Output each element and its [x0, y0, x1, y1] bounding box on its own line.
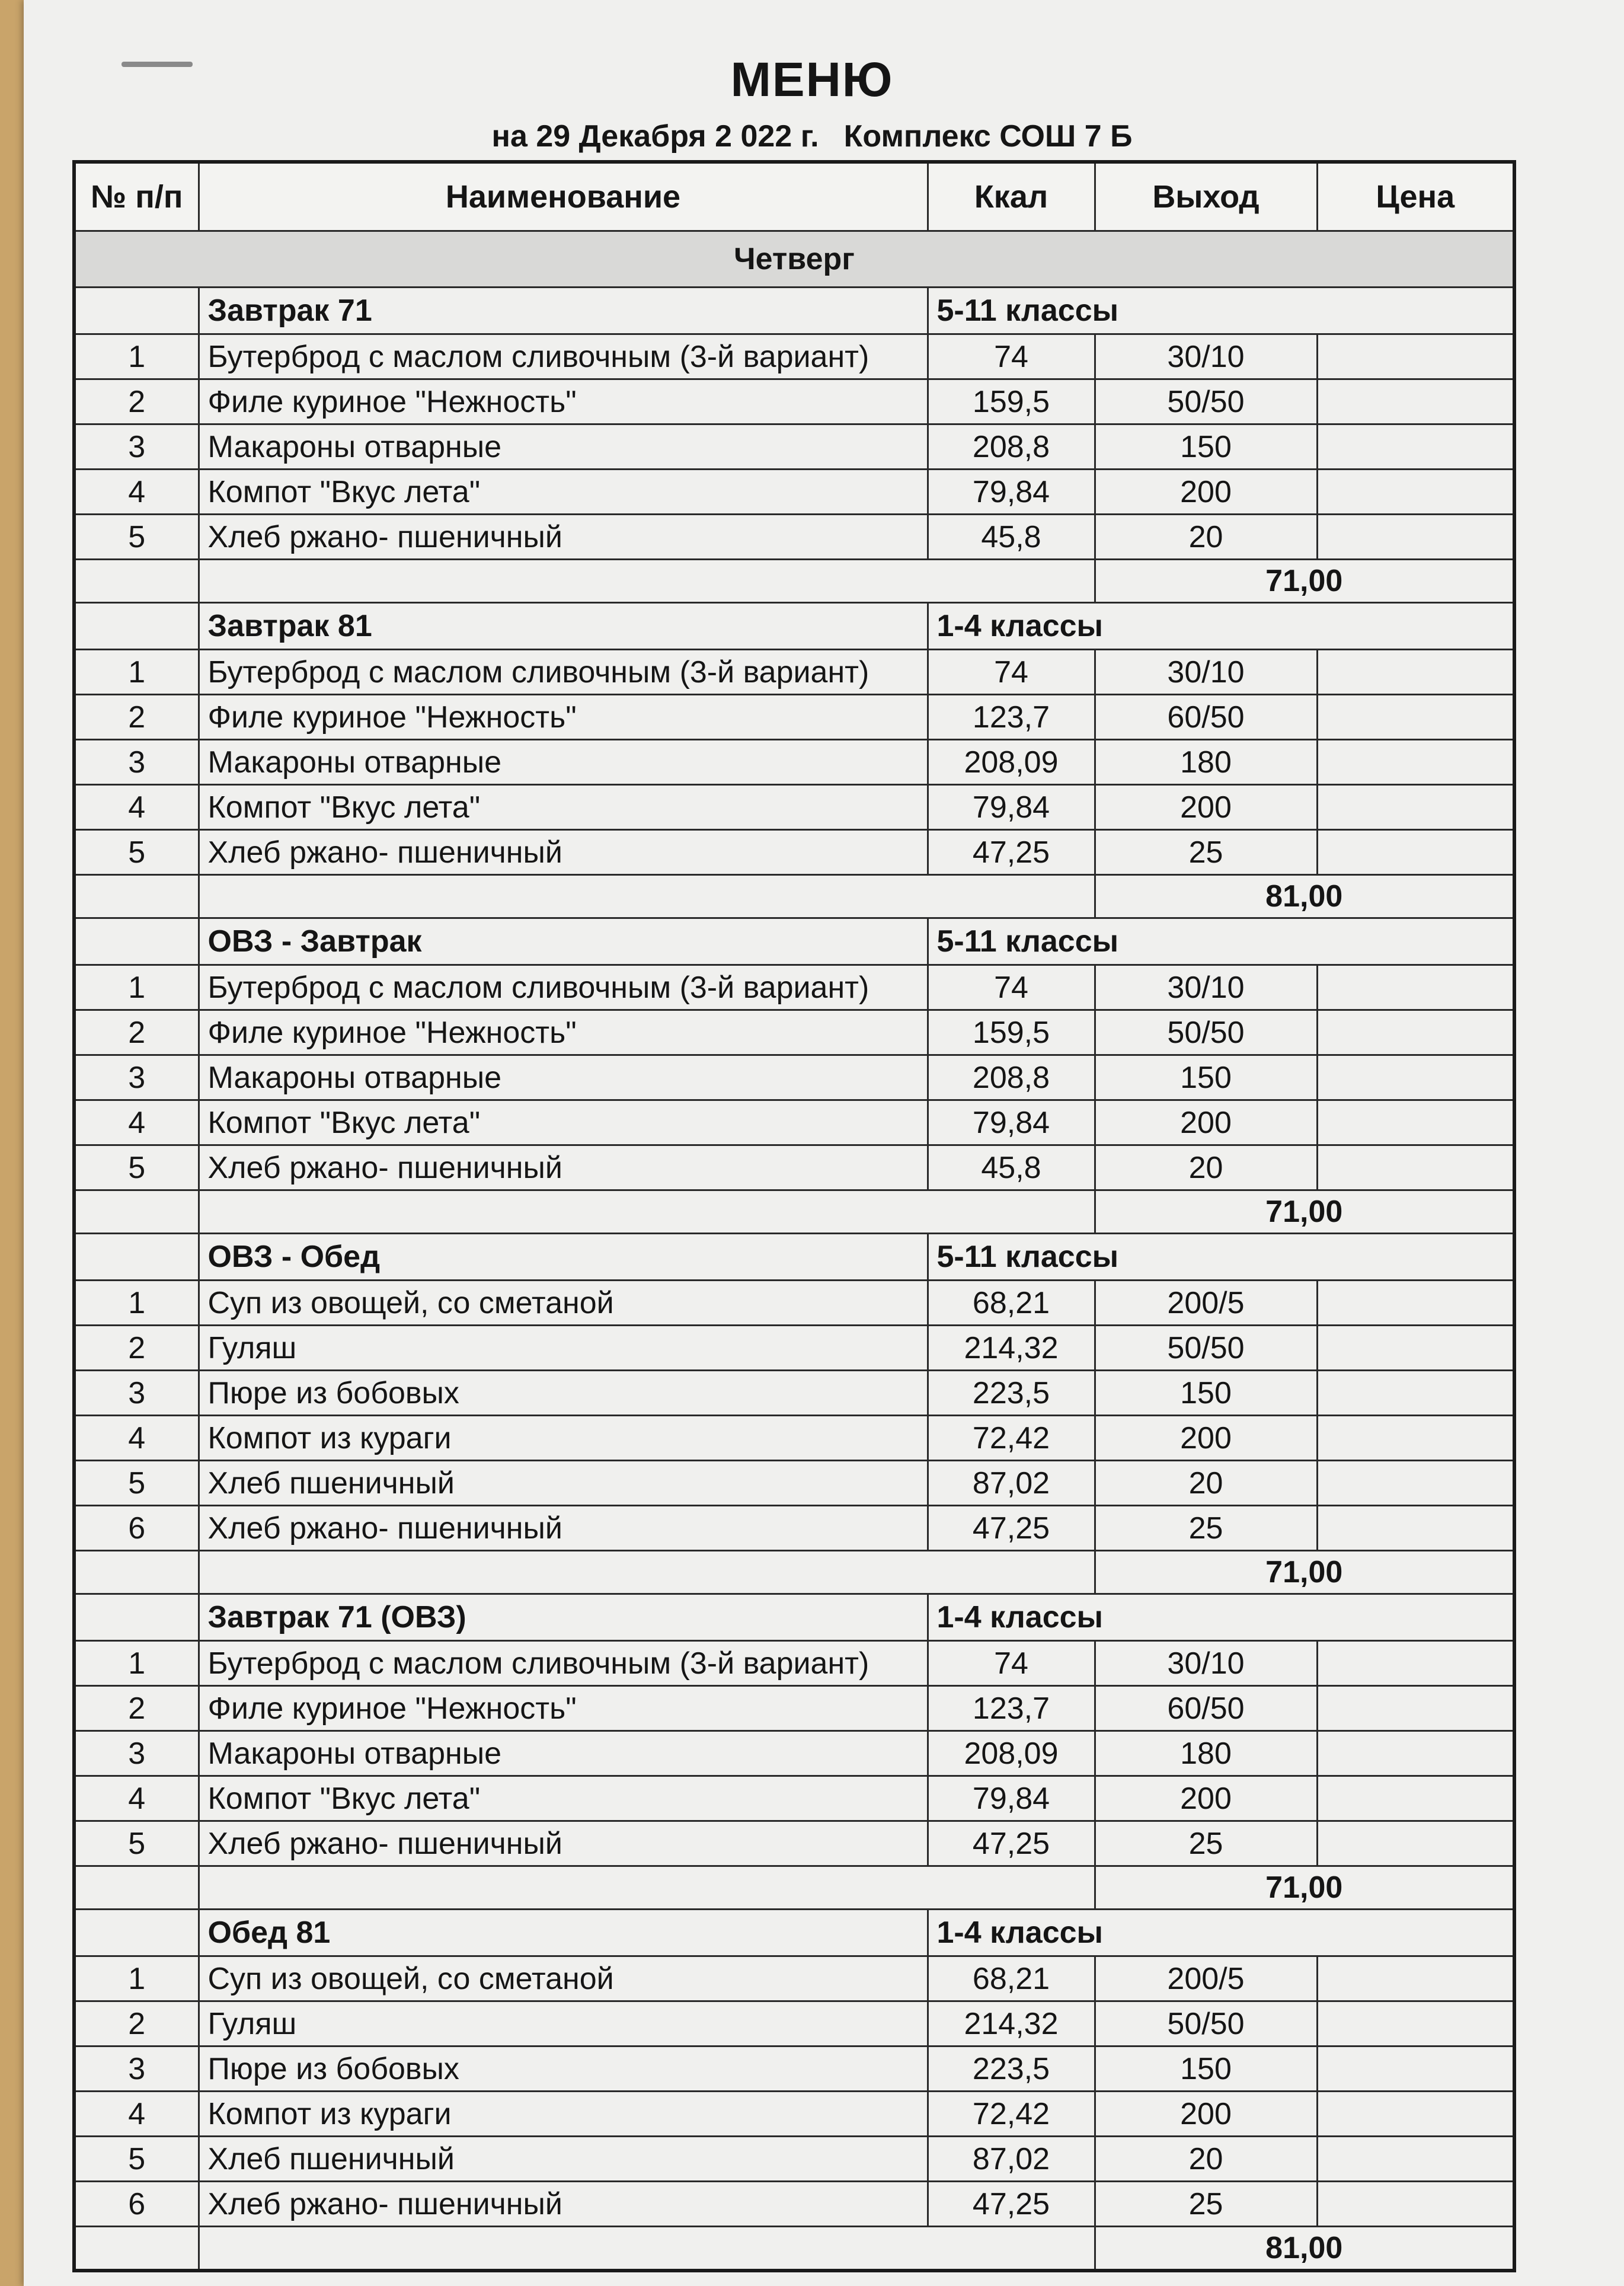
- item-yield: 200/5: [1095, 1956, 1317, 2001]
- item-name: Хлеб пшеничный: [199, 2137, 928, 2182]
- item-number: 4: [74, 1100, 199, 1145]
- item-yield: 30/10: [1095, 965, 1317, 1010]
- item-price: [1317, 785, 1514, 830]
- item-name: Хлеб ржано- пшеничный: [199, 1506, 928, 1551]
- item-yield: 150: [1095, 2046, 1317, 2092]
- table-row: [74, 1956, 1514, 2001]
- item-number: 2: [74, 695, 199, 740]
- item-number: 1: [74, 965, 199, 1010]
- item-number: 2: [74, 1010, 199, 1055]
- item-number: 2: [74, 379, 199, 424]
- item-kcal: 159,5: [928, 1010, 1095, 1055]
- item-number: 4: [74, 470, 199, 515]
- table-row: [74, 1145, 1514, 1190]
- header-yield: Выход: [1095, 162, 1317, 231]
- table-row: [74, 2046, 1514, 2092]
- item-price: [1317, 379, 1514, 424]
- item-kcal: 208,8: [928, 1055, 1095, 1100]
- item-price: [1317, 1281, 1514, 1326]
- section-classes: 5-11 классы: [928, 1234, 1514, 1281]
- item-name: Хлеб ржано- пшеничный: [199, 1145, 928, 1190]
- item-number: 1: [74, 1641, 199, 1686]
- item-price: [1317, 830, 1514, 875]
- table-row: [74, 785, 1514, 830]
- total-blank: [199, 560, 1095, 603]
- item-price: [1317, 1956, 1514, 2001]
- table-row: [74, 1010, 1514, 1055]
- item-number: 4: [74, 1416, 199, 1461]
- total-blank: [199, 2227, 1095, 2271]
- menu-body: [74, 231, 1514, 2271]
- table-row: [74, 1461, 1514, 1506]
- total-blank: [199, 1190, 1095, 1234]
- item-kcal: 208,09: [928, 740, 1095, 785]
- item-kcal: 68,21: [928, 1956, 1095, 2001]
- item-kcal: 72,42: [928, 1416, 1095, 1461]
- table-row: [74, 1371, 1514, 1416]
- item-price: [1317, 1100, 1514, 1145]
- table-row: [74, 1686, 1514, 1731]
- item-yield: 200: [1095, 1100, 1317, 1145]
- item-kcal: 79,84: [928, 1776, 1095, 1821]
- item-price: [1317, 1776, 1514, 1821]
- item-kcal: 123,7: [928, 695, 1095, 740]
- item-yield: 20: [1095, 2137, 1317, 2182]
- item-name: Бутерброд с маслом сливочным (3-й вариант): [199, 965, 928, 1010]
- section-num-cell: [74, 1594, 199, 1641]
- section-header-row: [74, 1594, 1514, 1641]
- item-number: 3: [74, 1731, 199, 1776]
- header-price: Цена: [1317, 162, 1514, 231]
- total-blank-num: [74, 1190, 199, 1234]
- item-yield: 150: [1095, 424, 1317, 470]
- item-number: 5: [74, 2137, 199, 2182]
- table-row: [74, 2182, 1514, 2227]
- item-yield: 180: [1095, 740, 1317, 785]
- table-row: [74, 2001, 1514, 2046]
- item-kcal: 45,8: [928, 1145, 1095, 1190]
- item-price: [1317, 650, 1514, 695]
- item-price: [1317, 1731, 1514, 1776]
- table-row: [74, 1100, 1514, 1145]
- item-number: 4: [74, 785, 199, 830]
- item-price: [1317, 1821, 1514, 1866]
- item-yield: 60/50: [1095, 695, 1317, 740]
- item-name: Компот "Вкус лета": [199, 1100, 928, 1145]
- total-blank-num: [74, 875, 199, 918]
- item-number: 6: [74, 2182, 199, 2227]
- item-price: [1317, 2046, 1514, 2092]
- section-header-row: [74, 1234, 1514, 1281]
- item-kcal: 208,8: [928, 424, 1095, 470]
- section-num-cell: [74, 1910, 199, 1956]
- section-header-row: [74, 288, 1514, 334]
- item-name: Компот "Вкус лета": [199, 470, 928, 515]
- section-name: ОВЗ - Обед: [199, 1234, 928, 1281]
- item-name: Хлеб ржано- пшеничный: [199, 2182, 928, 2227]
- item-price: [1317, 470, 1514, 515]
- section-classes: 5-11 классы: [928, 288, 1514, 334]
- item-number: 4: [74, 1776, 199, 1821]
- section-total-price: 81,00: [1095, 875, 1514, 918]
- item-yield: 200/5: [1095, 1281, 1317, 1326]
- menu-complex: Комплекс СОШ 7 Б: [843, 119, 1133, 154]
- table-row: [74, 1776, 1514, 1821]
- item-yield: 25: [1095, 2182, 1317, 2227]
- section-name: Обед 81: [199, 1910, 928, 1956]
- table-row: [74, 334, 1514, 379]
- table-row: [74, 1055, 1514, 1100]
- item-name: Пюре из бобовых: [199, 1371, 928, 1416]
- section-num-cell: [74, 918, 199, 965]
- table-row: [74, 1641, 1514, 1686]
- item-price: [1317, 1461, 1514, 1506]
- header-num: № п/п: [74, 162, 199, 231]
- item-number: 5: [74, 1821, 199, 1866]
- section-total-price: 71,00: [1095, 1190, 1514, 1234]
- item-kcal: 72,42: [928, 2092, 1095, 2137]
- item-number: 3: [74, 1055, 199, 1100]
- item-yield: 20: [1095, 515, 1317, 560]
- section-name: Завтрак 81: [199, 603, 928, 650]
- item-name: Макароны отварные: [199, 1731, 928, 1776]
- section-total-row: [74, 560, 1514, 603]
- item-number: 3: [74, 424, 199, 470]
- item-price: [1317, 1686, 1514, 1731]
- table-row: [74, 1326, 1514, 1371]
- item-yield: 200: [1095, 470, 1317, 515]
- item-yield: 200: [1095, 1416, 1317, 1461]
- table-row: [74, 830, 1514, 875]
- section-total-price: 71,00: [1095, 560, 1514, 603]
- item-kcal: 223,5: [928, 1371, 1095, 1416]
- item-yield: 25: [1095, 830, 1317, 875]
- item-kcal: 79,84: [928, 470, 1095, 515]
- item-name: Бутерброд с маслом сливочным (3-й вариант): [199, 650, 928, 695]
- table-row: [74, 1281, 1514, 1326]
- item-number: 3: [74, 1371, 199, 1416]
- item-name: Макароны отварные: [199, 1055, 928, 1100]
- item-yield: 25: [1095, 1506, 1317, 1551]
- item-name: Филе куриное "Нежность": [199, 695, 928, 740]
- item-price: [1317, 1326, 1514, 1371]
- menu-table: [72, 160, 1516, 2272]
- item-yield: 30/10: [1095, 334, 1317, 379]
- item-yield: 50/50: [1095, 1326, 1317, 1371]
- item-number: 1: [74, 1281, 199, 1326]
- item-name: Хлеб ржано- пшеничный: [199, 515, 928, 560]
- item-number: 1: [74, 334, 199, 379]
- item-number: 2: [74, 1686, 199, 1731]
- item-price: [1317, 695, 1514, 740]
- page-subtitle: [0, 119, 1624, 154]
- item-number: 4: [74, 2092, 199, 2137]
- item-number: 6: [74, 1506, 199, 1551]
- section-total-price: 71,00: [1095, 1551, 1514, 1594]
- item-yield: 150: [1095, 1371, 1317, 1416]
- item-yield: 30/10: [1095, 650, 1317, 695]
- section-classes: 1-4 классы: [928, 603, 1514, 650]
- section-total-price: 81,00: [1095, 2227, 1514, 2271]
- item-yield: 200: [1095, 1776, 1317, 1821]
- item-name: Бутерброд с маслом сливочным (3-й вариант): [199, 1641, 928, 1686]
- menu-date: на 29 Декабря 2 022 г.: [491, 119, 819, 154]
- item-number: 5: [74, 1145, 199, 1190]
- item-number: 3: [74, 2046, 199, 2092]
- item-kcal: 74: [928, 650, 1095, 695]
- item-yield: 50/50: [1095, 1010, 1317, 1055]
- item-number: 1: [74, 650, 199, 695]
- item-yield: 50/50: [1095, 379, 1317, 424]
- item-yield: 200: [1095, 2092, 1317, 2137]
- item-kcal: 208,09: [928, 1731, 1095, 1776]
- table-row: [74, 695, 1514, 740]
- item-price: [1317, 2182, 1514, 2227]
- item-price: [1317, 2137, 1514, 2182]
- item-yield: 20: [1095, 1145, 1317, 1190]
- total-blank-num: [74, 1551, 199, 1594]
- item-kcal: 45,8: [928, 515, 1095, 560]
- item-price: [1317, 515, 1514, 560]
- item-name: Компот из кураги: [199, 1416, 928, 1461]
- section-name: Завтрак 71: [199, 288, 928, 334]
- item-kcal: 87,02: [928, 2137, 1095, 2182]
- item-number: 5: [74, 1461, 199, 1506]
- item-kcal: 47,25: [928, 830, 1095, 875]
- item-name: Хлеб пшеничный: [199, 1461, 928, 1506]
- table-row: [74, 1731, 1514, 1776]
- item-number: 2: [74, 2001, 199, 2046]
- item-kcal: 68,21: [928, 1281, 1095, 1326]
- table-row: [74, 379, 1514, 424]
- item-kcal: 214,32: [928, 1326, 1095, 1371]
- table-row: [74, 470, 1514, 515]
- item-name: Гуляш: [199, 1326, 928, 1371]
- item-kcal: 79,84: [928, 785, 1095, 830]
- item-name: Макароны отварные: [199, 424, 928, 470]
- item-name: Компот "Вкус лета": [199, 1776, 928, 1821]
- day-row: [74, 231, 1514, 288]
- item-name: Филе куриное "Нежность": [199, 1686, 928, 1731]
- section-total-row: [74, 875, 1514, 918]
- item-name: Компот "Вкус лета": [199, 785, 928, 830]
- item-yield: 180: [1095, 1731, 1317, 1776]
- section-classes: 1-4 классы: [928, 1910, 1514, 1956]
- item-yield: 50/50: [1095, 2001, 1317, 2046]
- item-price: [1317, 424, 1514, 470]
- table-row: [74, 424, 1514, 470]
- section-classes: 5-11 классы: [928, 918, 1514, 965]
- item-kcal: 79,84: [928, 1100, 1095, 1145]
- table-row: [74, 1506, 1514, 1551]
- section-total-price: 71,00: [1095, 1866, 1514, 1910]
- section-header-row: [74, 1910, 1514, 1956]
- item-number: 2: [74, 1326, 199, 1371]
- item-number: 1: [74, 1956, 199, 2001]
- section-header-row: [74, 603, 1514, 650]
- section-name: Завтрак 71 (ОВЗ): [199, 1594, 928, 1641]
- table-row: [74, 1821, 1514, 1866]
- item-kcal: 47,25: [928, 1506, 1095, 1551]
- header-name: Наименование: [199, 162, 928, 231]
- item-kcal: 214,32: [928, 2001, 1095, 2046]
- item-name: Суп из овощей, со сметаной: [199, 1956, 928, 2001]
- item-kcal: 223,5: [928, 2046, 1095, 2092]
- item-name: Бутерброд с маслом сливочным (3-й вариант): [199, 334, 928, 379]
- table-row: [74, 740, 1514, 785]
- item-kcal: 47,25: [928, 2182, 1095, 2227]
- item-kcal: 159,5: [928, 379, 1095, 424]
- item-kcal: 74: [928, 1641, 1095, 1686]
- item-number: 5: [74, 830, 199, 875]
- item-name: Хлеб ржано- пшеничный: [199, 1821, 928, 1866]
- item-kcal: 87,02: [928, 1461, 1095, 1506]
- item-name: Филе куриное "Нежность": [199, 379, 928, 424]
- header-row: [74, 162, 1514, 231]
- item-name: Макароны отварные: [199, 740, 928, 785]
- item-price: [1317, 1055, 1514, 1100]
- item-kcal: 123,7: [928, 1686, 1095, 1731]
- item-name: Филе куриное "Нежность": [199, 1010, 928, 1055]
- total-blank: [199, 1866, 1095, 1910]
- item-yield: 60/50: [1095, 1686, 1317, 1731]
- item-price: [1317, 1010, 1514, 1055]
- section-name: ОВЗ - Завтрак: [199, 918, 928, 965]
- day-label: Четверг: [74, 231, 1514, 288]
- table-row: [74, 1416, 1514, 1461]
- section-total-row: [74, 1190, 1514, 1234]
- item-yield: 25: [1095, 1821, 1317, 1866]
- item-price: [1317, 1416, 1514, 1461]
- section-header-row: [74, 918, 1514, 965]
- item-name: Хлеб ржано- пшеничный: [199, 830, 928, 875]
- item-name: Компот из кураги: [199, 2092, 928, 2137]
- total-blank-num: [74, 560, 199, 603]
- item-price: [1317, 1641, 1514, 1686]
- item-number: 3: [74, 740, 199, 785]
- section-num-cell: [74, 288, 199, 334]
- total-blank-num: [74, 2227, 199, 2271]
- section-classes: 1-4 классы: [928, 1594, 1514, 1641]
- item-kcal: 74: [928, 965, 1095, 1010]
- header-kcal: Ккал: [928, 162, 1095, 231]
- item-price: [1317, 1506, 1514, 1551]
- table-row: [74, 515, 1514, 560]
- item-price: [1317, 1371, 1514, 1416]
- item-price: [1317, 965, 1514, 1010]
- section-total-row: [74, 2227, 1514, 2271]
- table-row: [74, 2137, 1514, 2182]
- table-row: [74, 965, 1514, 1010]
- total-blank-num: [74, 1866, 199, 1910]
- item-yield: 200: [1095, 785, 1317, 830]
- item-price: [1317, 2001, 1514, 2046]
- item-name: Гуляш: [199, 2001, 928, 2046]
- item-yield: 20: [1095, 1461, 1317, 1506]
- section-total-row: [74, 1551, 1514, 1594]
- item-yield: 30/10: [1095, 1641, 1317, 1686]
- section-num-cell: [74, 1234, 199, 1281]
- item-name: Суп из овощей, со сметаной: [199, 1281, 928, 1326]
- item-price: [1317, 2092, 1514, 2137]
- item-kcal: 74: [928, 334, 1095, 379]
- item-price: [1317, 334, 1514, 379]
- table-row: [74, 650, 1514, 695]
- item-kcal: 47,25: [928, 1821, 1095, 1866]
- section-num-cell: [74, 603, 199, 650]
- section-total-row: [74, 1866, 1514, 1910]
- item-price: [1317, 1145, 1514, 1190]
- item-number: 5: [74, 515, 199, 560]
- page-title: МЕНЮ: [730, 53, 894, 107]
- table-row: [74, 2092, 1514, 2137]
- item-price: [1317, 740, 1514, 785]
- item-yield: 150: [1095, 1055, 1317, 1100]
- total-blank: [199, 1551, 1095, 1594]
- item-name: Пюре из бобовых: [199, 2046, 928, 2092]
- total-blank: [199, 875, 1095, 918]
